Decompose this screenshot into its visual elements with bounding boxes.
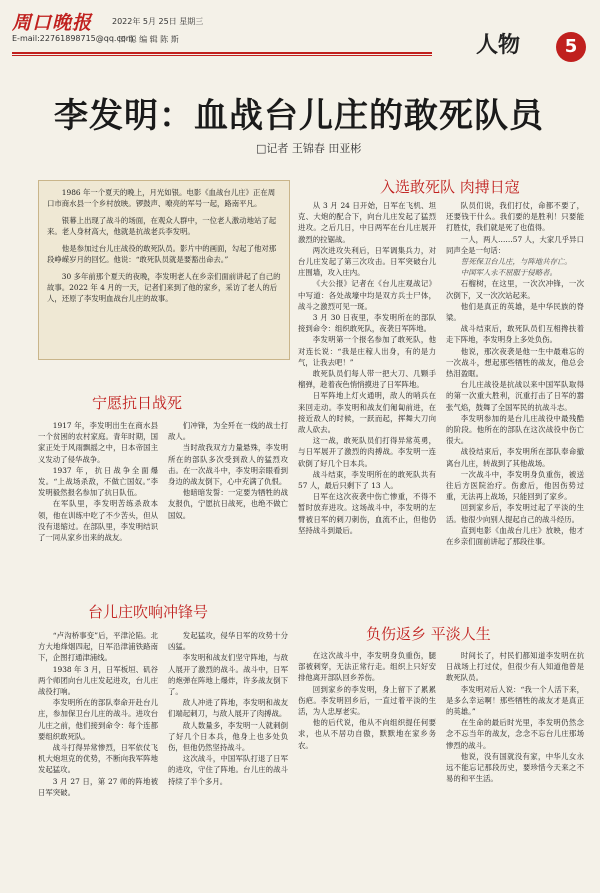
page-number-badge: 5 xyxy=(556,32,586,62)
contact-email: E-mail:227618987​15@qq.com xyxy=(12,34,134,43)
pledge-line: 中国军人永不屈服于侵略者。 xyxy=(460,268,557,278)
intro-paragraph: 1986 年一个夏天的晚上，月光如银。电影《血战台儿庄》正在周口市商水县一个乡村放映。锣鼓声、嘹亮的军号一起，路南平凡。 xyxy=(47,188,276,208)
subheading-join-dare-to-die: 入选敢死队 肉搏日寇 xyxy=(380,178,520,196)
paragraph: 发起猛攻，侵华日军的攻势十分凶猛。 xyxy=(168,631,288,652)
paragraph: 回到家乡的李发明，身上留下了累累伤疤。李发明回乡后，一直过着平淡的生活，为人忠厚老实。 xyxy=(298,684,436,717)
paragraph: 当时敌我双方力量悬殊，李发明所在的部队多次受到敌人的猛烈攻击。在一次战斗中，李发明亲眼看到身边的战友倒下，心中充满了仇恨。 xyxy=(168,443,288,487)
paragraph: 他暗暗发誓：一定要为牺牲的战友报仇，宁愿抗日战死，也绝不做亡国奴。 xyxy=(168,488,288,520)
paragraph: 他们是真正的英雄，是中华民族的脊梁。 xyxy=(446,301,584,323)
paragraph: 回到家乡后，李发明过起了平淡的生活。他很少向别人提起自己的战斗经历。 xyxy=(446,503,584,524)
column-a2 xyxy=(168,420,288,590)
paragraph: 一次战斗中，李发明身负重伤，被送往后方医院治疗。伤愈后，他因伤势过重，无法再上战场，只能回到了家乡。 xyxy=(446,469,584,502)
paragraph: 李发明参加的是台儿庄战役中最残酷的阶段。他所在的部队在这次战役中伤亡很大。 xyxy=(446,413,584,446)
section-title: 人物 xyxy=(476,32,521,58)
subheading-wounded-return: 负伤返乡 平淡人生 xyxy=(366,625,491,643)
paragraph: 直到电影《血战台儿庄》放映，他才在乡亲们面前讲起了那段往事。 xyxy=(446,525,584,547)
column-a1 xyxy=(38,420,158,590)
paragraph: 日军在这次夜袭中伤亡惨重，不得不暂时放弃进攻。这场战斗中，李发明的左臂被日军的刺刀刺伤，血流不止，但他仍坚持战斗到最后。 xyxy=(298,492,436,535)
paragraph: 战斗结束后，敢死队员们互相搀扶着走下阵地，李发明身上多处负伤。 xyxy=(446,324,584,345)
masthead xyxy=(0,0,600,66)
paragraph: 时间长了，村民们都知道李发明在抗日战场上打过仗，但很少有人知道他曾是敢死队员。 xyxy=(446,651,584,683)
newspaper-logo: 周口晚报 xyxy=(12,12,93,34)
issue-date: 2022年 5月 25日 星期三 xyxy=(112,17,204,26)
paragraph: 敌人数量多，李发明一人就刺倒了好几个日本兵，他身上也多处负伤，但他仍然坚持战斗。 xyxy=(168,720,288,753)
paragraph: 日军阵地上灯火通明，敌人的哨兵在来回走动。李发明和战友们匍匐前进，在接近敌人的时候，一跃而起，挥舞大刀向敌人砍去。 xyxy=(298,391,436,435)
paragraph: “卢沟桥事变”后，平津沦陷。北方大地烽烟四起，日军沿津浦铁路南下，企图打通津浦线。 xyxy=(38,631,158,663)
paragraph: 石榴树，在这里，一次次冲锋，一次次倒下，又一次次站起来。 xyxy=(446,279,584,300)
paragraph: 队员们说，我们打仗，命都不要了，还要钱干什么。我们要的是胜利！只要能打胜仗，我们就是死了也值得。 xyxy=(446,201,584,233)
paragraph: 他说，那次夜袭是他一生中最难忘的一次战斗，想起那些牺牲的战友，他总会热泪盈眶。 xyxy=(446,346,584,379)
paragraph: 1937 年，抗日战争全面爆发。“上战场杀敌，不做亡国奴。”李发明毅然报名参加了抗日队伍。 xyxy=(38,465,158,498)
article-byline: □记者 王锦春 田亚彬 xyxy=(256,142,362,155)
masthead-rule-thin xyxy=(12,55,432,56)
subheading-rather-die: 宁愿抗日战死 xyxy=(92,394,183,412)
paragraph: 他的后代说，他从不向组织提任何要求，也从不居功自傲，默默地在家乡务农。 xyxy=(298,718,436,750)
paragraph: 从 3 月 24 日开始，日军在飞机、坦克、大炮的配合下，向台儿庄发起了猛烈进攻。之后几日，中日两军在台儿庄展开激烈的拉锯战。 xyxy=(298,201,436,244)
paragraph: 一人，两人……57 人，大家几乎异口同声全是一句话： xyxy=(446,234,584,255)
paragraph: 李发明和战友们坚守阵地，与敌人展开了激烈的战斗。战斗中，日军的炮弹在阵地上爆炸，许多战友倒下了。 xyxy=(168,653,288,697)
column-d1 xyxy=(446,200,584,610)
paragraph: 战斗结束，李发明所在的敢死队共有 57 人，最后只剩下了 13 人。 xyxy=(298,469,436,491)
paragraph: 战斗打得异常惨烈，日军依仗飞机大炮坦克的优势，不断向我军阵地发起猛攻。 xyxy=(38,743,158,775)
paragraph: 们冲锋，为全歼在一线的战士打敌人。 xyxy=(168,421,288,442)
paragraph: 这次战斗，中国军队打退了日军的进攻，守住了阵地。台儿庄的战斗持续了半个多月。 xyxy=(168,754,288,786)
paragraph: 在这次战斗中，李发明身负重伤，腿部被刺穿，无法正常行走。组织上只好安排他离开部队回乡养伤。 xyxy=(298,651,436,683)
pledge-line: 誓死保卫台儿庄，与阵地共存亡。 xyxy=(460,257,572,267)
subheading-charge-bugle: 台儿庄吹响冲锋号 xyxy=(88,603,209,621)
article-headline: 李发明：血战台儿庄的敢死队员 xyxy=(54,96,544,136)
column-b1 xyxy=(38,630,158,885)
paragraph: 这一战，敢死队员们打得异常英勇，与日军展开了激烈的肉搏战。李发明一连砍倒了好几个日本兵。 xyxy=(298,436,436,468)
paragraph: 1938 年 3 月，日军板垣、矶谷两个师团向台儿庄发起进攻，台儿庄战役打响。 xyxy=(38,664,158,697)
paragraph: 敢死队员们每人带一把大刀、几颗手榴弹，趁着夜色悄悄摸进了日军阵地。 xyxy=(298,369,436,390)
paragraph: 他说，没有国就没有家，中华儿女永远不能忘记那段历史，要珍惜今天来之不易的和平生活。 xyxy=(446,751,584,784)
paragraph: 两次进攻失利后，日军调集兵力，对台儿庄发起了第三次攻击。日军突破台儿庄围墙，攻入庄内。 xyxy=(298,245,436,278)
paragraph: 1917 年，李发明出生在商水县一个贫困的农村家庭。青年时期，国家正处于风雨飘摇之中，日本帝国主义发动了侵华战争。 xyxy=(38,421,158,464)
editor-credits: 田 聪 编 辑 陈 斯 xyxy=(118,35,179,44)
paragraph: 李发明对后人说：“我一个人活下来，是多么幸运啊！那些牺牲的战友才是真正的英雄。” xyxy=(446,684,584,717)
paragraph: 台儿庄战役是抗战以来中国军队取得的第一次重大胜利，沉重打击了日军的嚣张气焰，鼓舞了全国军民的抗战斗志。 xyxy=(446,380,584,412)
paragraph: 3 月 30 日夜里，李发明所在的部队接到命令：组织敢死队，夜袭日军阵地。 xyxy=(298,313,436,334)
column-e1 xyxy=(298,650,436,885)
paragraph: 李发明第一个报名参加了敢死队，他对连长说：“我是庄稼人出身，有的是力气，让我去吧！” xyxy=(298,335,436,367)
paragraph: 战役结束后，李发明所在部队奉命撤离台儿庄，转战到了其他战场。 xyxy=(446,447,584,468)
paragraph: 李发明所在的部队奉命开赴台儿庄，参加保卫台儿庄的战斗。进攻台儿庄之前，他们接到命令：每个连都要组织敢死队。 xyxy=(38,698,158,741)
paragraph: 在军队里，李发明苦练杀敌本领，他在训练中吃了不少苦头，但从没有退缩过。在部队里，李发明结识了一同从家乡出来的战友。 xyxy=(38,499,158,543)
column-b2 xyxy=(168,630,288,885)
column-e2 xyxy=(446,650,584,885)
column-c1 xyxy=(298,200,436,610)
paragraph: 在生命的最后时光里，李发明仍然念念不忘当年的战友，念念不忘台儿庄那场惨烈的战斗。 xyxy=(446,718,584,750)
intro-paragraph: 他是参加过台儿庄战役的敢死队员。影片中的画面，勾起了他对那段峥嵘岁月的回忆。他说：“敢死队员就是要豁出命去。” xyxy=(47,244,277,264)
paragraph: 《大公报》记者在《台儿庄观战记》中写道：各处战壕中均是双方兵士尸体，战斗之激烈可见一斑。 xyxy=(298,279,436,311)
intro-box xyxy=(38,180,290,360)
intro-paragraph: 银幕上出现了战斗的场面，在观众人群中，一位老人激动地站了起来。老人身材高大，他就是抗战老兵李发明。 xyxy=(47,216,277,236)
paragraph: 3 月 27 日，第 27 师的阵地被日军突破。 xyxy=(38,776,158,797)
paragraph: 敌人冲进了阵地，李发明和战友们端起刺刀，与敌人展开了肉搏战。 xyxy=(168,698,288,719)
masthead-rule xyxy=(12,52,432,54)
intro-paragraph: 30 多年前那个夏天的夜晚，李发明老人在乡亲们面前讲起了自己的故事。2022 年 4 月的一天，记者们来到了他的家乡，采访了老人的后人，还原了李发明血战台儿庄的故事。 xyxy=(47,272,281,303)
